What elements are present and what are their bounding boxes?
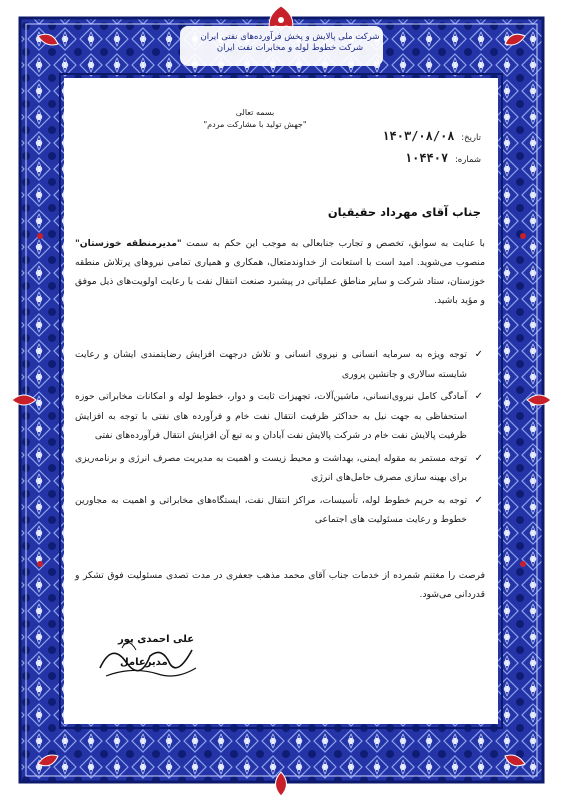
list-item [75,387,485,446]
signatory-name: علی احمدی پور [118,634,195,645]
number-label: شماره: [454,155,481,165]
priority-text: توجه مستمر به مقوله ایمنی، بهداشت و محیط زیست و اهمیت به مدیریت مصرف انرژی و برنامه‌ریزی برای بهینه سازی مصرف حامل‌های انرژی [75,452,467,483]
company-name-parent: شرکت ملی پالایش و پخش فرآورده‌های نفتی ایران [200,32,380,42]
list-item [75,345,485,384]
date-label: تاریخ: [461,133,481,143]
number-line [405,151,481,165]
list-item [75,491,485,530]
date-line [382,129,481,143]
signatory-title: مدیرعامل [120,657,168,668]
company-name: شرکت خطوط لوله و مخابرات نفت ایران [216,43,364,53]
closing-paragraph: فرصت را مغتنم شمرده از خدمات جناب آقای محمد مذهب جعفری در مدت تصدی مسئولیت فوق تشکر و قدردانی می‌شود. [75,570,485,600]
intro-paragraph [75,234,485,310]
intro-text-2: منصوب می‌شوید. امید است با استعانت از خداوندمتعال، همکاری و همیاری تمامی نیروهای پرتلاش منطقه خوزستان، ستاد شرکت و سایر مناطق عملیاتی در پیشبرد صنعت انتقال نفت با رعایت اولویت‌های ذیل موفق و مؤید باشید. [75,257,485,306]
check-icon: ✓ [474,452,483,464]
appointed-position: "مدیرمنطقه خوزستان" [75,238,182,249]
priority-text: توجه ویژه به سرمایه انسانی و نیروی انسانی و تلاش درجهت افزایش رضایتمندی ایشان و رعایت شایسته سالاری و جانشین پروری [75,349,467,380]
priority-text: توجه به حریم خطوط لوله، تأسیسات، مراکز انتقال نفت، ایستگاه‌های مخابراتی و اهمیت به مجاورین خطوط و رعایت مسئولیت های اجتماعی [75,494,467,525]
intro-text-1: با عنایت به سوابق، تخصص و تجارب جنابعالی به موجب این حکم به سمت [181,238,485,249]
check-icon: ✓ [474,349,483,360]
basmala: بسمه تعالی [235,108,275,117]
priorities-list [75,345,485,533]
check-icon: ✓ [474,494,483,506]
year-motto: "جهش تولید با مشارکت مردم" [203,120,307,129]
company-header [190,32,390,54]
list-item [75,449,485,488]
check-icon: ✓ [474,391,483,402]
date-value: ۱۴۰۳/۰۸/۰۸ [382,129,455,143]
letter-number: ۱۰۴۴۰۷ [404,151,449,165]
priority-text: آمادگی کامل نیروی‌انسانی، ماشین‌آلات، تجهیزات ثابت و دوار، خطوط لوله و امکانات مخابراتی حوزه استحفاظی به جهت نیل به حداکثر ظرفیت انتقال نفت خام و فرآورده های نفتی با توجه به افزایش ظرفیت پالایش نفت خام در شرکت پالایش نفت آبادان و به تبع آن افزایش انتقال فرآورده‌های نفتی [75,391,467,441]
recipient-line: جناب آقای مهرداد حقیقیان [327,205,481,219]
